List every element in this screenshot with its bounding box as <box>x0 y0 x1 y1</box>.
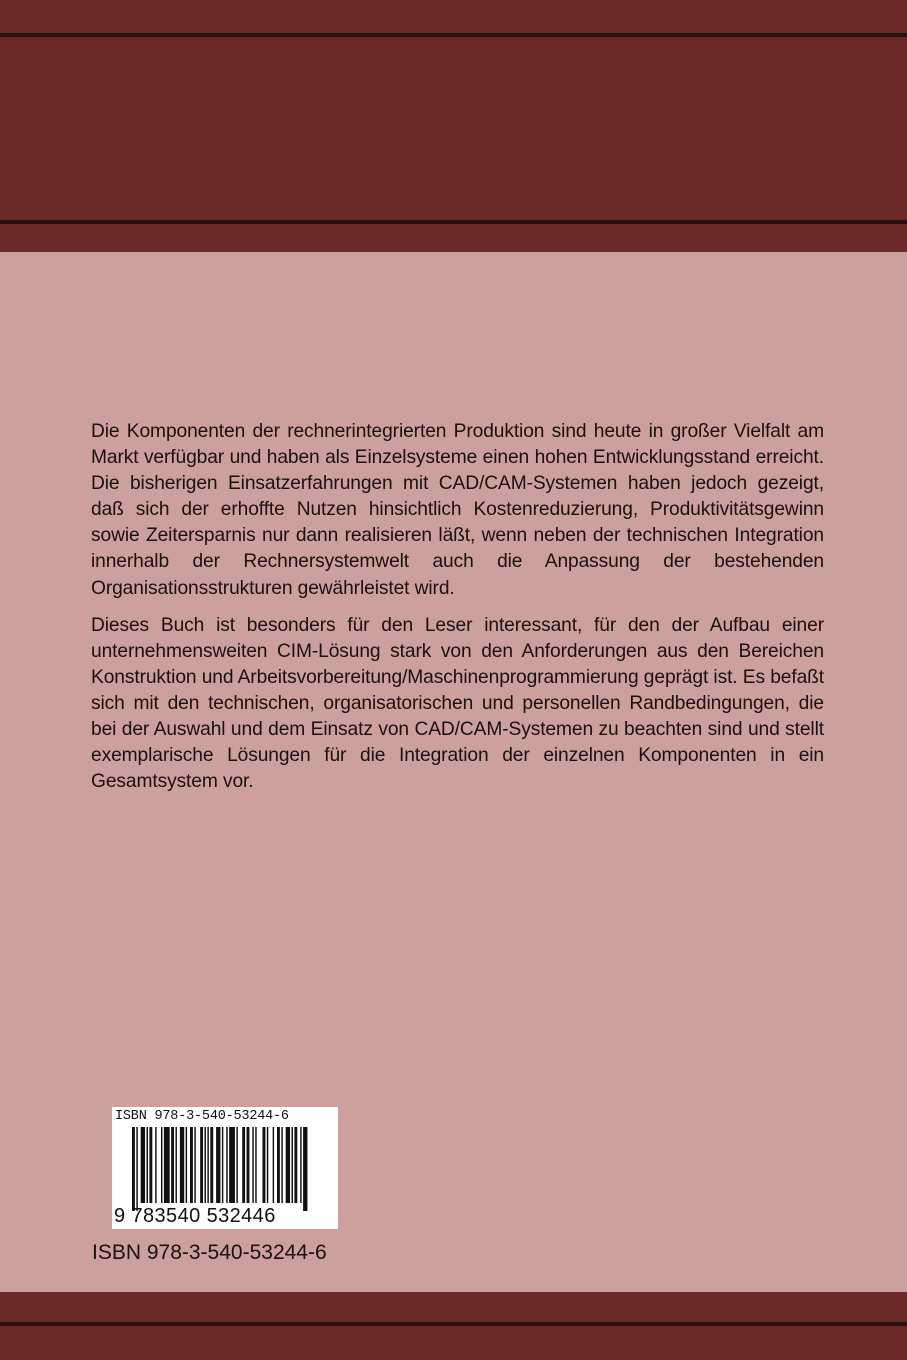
bottom-color-band <box>0 1292 907 1360</box>
blurb-paragraph-2: Dieses Buch ist besonders für den Leser interessant, für den der Aufbau einer unternehmensweiten CIM-Lösung stark von den Anforderungen aus den Bereichen Konstruktion und Arbeitsvorbereitung/Maschinenprogrammierung geprägt ist. Es befaßt sich mit den technischen, organisatorischen und personellen Randbedingungen, die bei der Auswahl und dem Einsatz von CAD/CAM-Systemen zu beachten sind und stellt exemplarische Lösungen für die Integration der einzelnen Komponenten in ein Gesamtsystem vor. <box>91 614 824 793</box>
barcode-digits: 9 783540 532446 <box>114 1205 276 1227</box>
barcode-top-label: ISBN 978-3-540-53244-6 <box>115 1109 289 1124</box>
top-rule-lower <box>0 220 907 224</box>
isbn-barcode <box>112 1107 338 1229</box>
top-rule-upper <box>0 33 907 37</box>
bottom-rule <box>0 1322 907 1326</box>
blurb-paragraph-1: Die Komponenten der rechnerintegrierten Produktion sind heute in großer Vielfalt am Markt verfügbar und haben als Einzelsysteme einen hohen Entwicklungsstand erreicht. Die bisherigen Einsatzerfahrungen mit CAD/CAM-Systemen haben jedoch gezeigt, daß sich der erhoffte Nutzen hinsichtlich Kostenreduzierung, Produktivitätsgewinn sowie Zeitersparnis nur dann realisieren läßt, wenn neben der technischen Integration innerhalb der Rechnersystemwelt auch die Anpassung der bestehenden Organisationsstrukturen gewährleistet wird. <box>91 421 824 599</box>
isbn-label: ISBN 978-3-540-53244-6 <box>92 1241 327 1264</box>
blurb-text <box>91 419 824 806</box>
top-color-band <box>0 0 907 252</box>
